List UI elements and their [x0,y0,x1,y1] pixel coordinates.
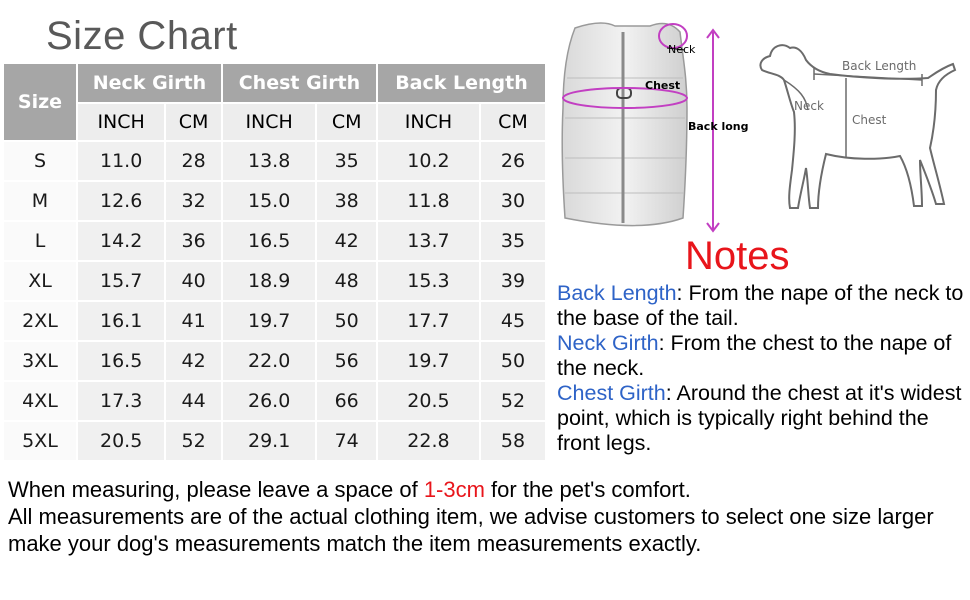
table-cell: 35 [317,142,378,182]
table-cell: 35 [481,222,547,262]
table-cell: 14.2 [78,222,166,262]
note-neck-girth [557,331,967,381]
table-cell: 15.0 [223,182,317,222]
dog-illustration [750,30,965,230]
table-cell: 74 [317,422,378,462]
table-cell: 19.7 [223,302,317,342]
unit-header: INCH [223,104,317,142]
table-cell: 52 [166,422,223,462]
table-row [4,262,547,302]
advice-text: When measuring, please leave a space of [8,477,424,502]
table-cell: 56 [317,342,378,382]
coat-chest-label: Chest [645,79,681,92]
table-cell: 42 [317,222,378,262]
table-row [4,342,547,382]
unit-header: CM [166,104,223,142]
unit-header: INCH [378,104,481,142]
table-cell: 20.5 [78,422,166,462]
table-cell: 15.7 [78,262,166,302]
size-chart-table [4,64,547,462]
size-cell: 5XL [4,422,78,462]
notes-list [557,281,967,456]
table-cell: 16.5 [223,222,317,262]
table-cell: 22.0 [223,342,317,382]
table-cell: 44 [166,382,223,422]
table-cell: 50 [317,302,378,342]
table-cell: 17.3 [78,382,166,422]
table-row [4,142,547,182]
table-cell: 66 [317,382,378,422]
table-cell: 12.6 [78,182,166,222]
table-cell: 20.5 [378,382,481,422]
unit-header: CM [481,104,547,142]
page-title: Size Chart [46,14,238,58]
table-row [4,222,547,262]
table-cell: 13.8 [223,142,317,182]
dog-back-length-label: Back Length [842,59,917,73]
note-text: : Around the chest at it's widest point, which is typically right behind the front legs. [557,381,962,455]
size-cell: XL [4,262,78,302]
size-cell: 3XL [4,342,78,382]
table-cell: 26 [481,142,547,182]
table-cell: 50 [481,342,547,382]
table-cell: 17.7 [378,302,481,342]
unit-header: INCH [78,104,166,142]
coat-illustration [555,18,750,233]
coat-neck-label: Neck [668,43,696,56]
table-cell: 42 [166,342,223,382]
note-key: Neck Girth [557,331,659,355]
table-row [4,382,547,422]
table-cell: 26.0 [223,382,317,422]
size-cell: S [4,142,78,182]
table-cell: 36 [166,222,223,262]
dog-chest-label: Chest [852,113,887,127]
table-row [4,422,547,462]
coat-back-label: Back long [688,120,749,133]
note-key: Back Length [557,281,677,305]
table-cell: 32 [166,182,223,222]
size-cell: L [4,222,78,262]
table-cell: 48 [317,262,378,302]
table-row [4,302,547,342]
table-cell: 58 [481,422,547,462]
table-cell: 29.1 [223,422,317,462]
advice-line-1 [8,476,963,503]
table-cell: 16.5 [78,342,166,382]
table-row [4,182,547,222]
back-length-header: Back Length [378,64,547,104]
size-cell: 2XL [4,302,78,342]
note-back-length [557,281,967,331]
table-cell: 11.8 [378,182,481,222]
dog-back-length-line [814,74,922,80]
table-cell: 38 [317,182,378,222]
table-cell: 22.8 [378,422,481,462]
size-column-header: Size [4,64,78,142]
advice-text: for the pet's comfort. [484,477,691,502]
table-cell: 18.9 [223,262,317,302]
neck-girth-header: Neck Girth [78,64,223,104]
table-cell: 28 [166,142,223,182]
advice-highlight: 1-3cm [423,477,485,502]
note-chest-girth [557,381,967,456]
table-cell: 19.7 [378,342,481,382]
notes-title: Notes [685,234,790,278]
table-cell: 40 [166,262,223,302]
table-cell: 30 [481,182,547,222]
table-cell: 10.2 [378,142,481,182]
advice-line-2: All measurements are of the actual clothing item, we advise customers to select one size larger make your dog's measurements match the item measurements exactly. [8,504,934,556]
table-cell: 15.3 [378,262,481,302]
note-key: Chest Girth [557,381,666,405]
size-cell: M [4,182,78,222]
table-cell: 39 [481,262,547,302]
table-cell: 41 [166,302,223,342]
table-cell: 52 [481,382,547,422]
table-cell: 45 [481,302,547,342]
chest-girth-header: Chest Girth [223,64,378,104]
unit-header: CM [317,104,378,142]
measurement-advice [8,476,963,557]
table-cell: 11.0 [78,142,166,182]
table-cell: 16.1 [78,302,166,342]
note-text: : From the chest to the nape of the neck. [557,331,952,380]
dog-neck-label: Neck [794,99,824,113]
size-cell: 4XL [4,382,78,422]
note-text: : From the nape of the neck to the base of the tail. [557,281,964,330]
table-cell: 13.7 [378,222,481,262]
